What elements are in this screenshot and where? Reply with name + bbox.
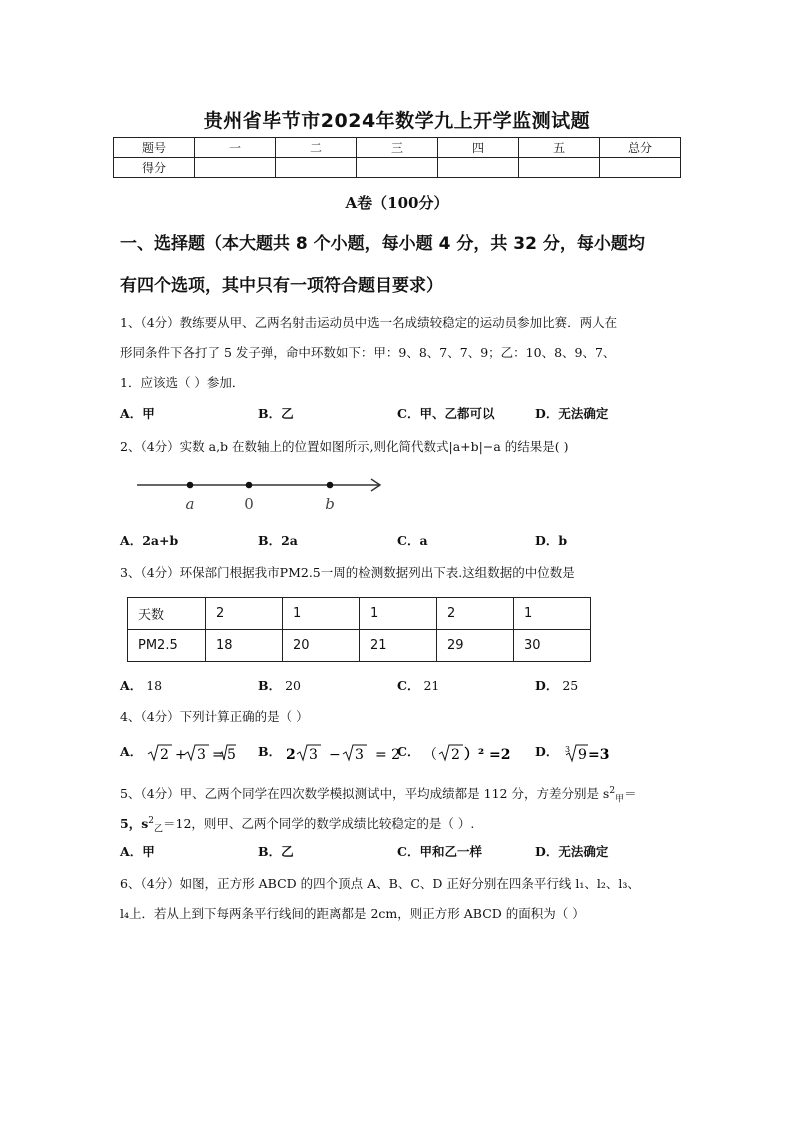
- pm25-cell: 1: [360, 598, 437, 630]
- label-b: b: [325, 495, 335, 513]
- q2-text: 2、（4分）实数 a,b 在数轴上的位置如图所示,则化简代数式|a+b|−a 的结果是( ): [120, 439, 569, 454]
- q2-option-a: A．2a+b: [120, 533, 179, 548]
- q4-d-radicand: 9: [578, 746, 588, 763]
- q4-b-radicand-2: 3: [355, 746, 364, 763]
- pm25-table: [127, 597, 591, 662]
- q5-option-c: C．甲和乙一样: [397, 844, 482, 859]
- pm25-cell: 2: [206, 598, 283, 630]
- q4-a-radicand-1: 2: [160, 746, 170, 763]
- q2-option-d: D．b: [535, 533, 568, 548]
- score-header-cell: 一: [195, 138, 276, 158]
- score-cell: [600, 158, 681, 178]
- q3-option-a-value: 18: [146, 678, 163, 693]
- q4-b-minus: −: [329, 746, 341, 763]
- pm25-cell: 20: [283, 630, 360, 662]
- q4-option-a: [120, 742, 236, 763]
- q4-a-equals: =: [212, 746, 224, 763]
- q1-line1: 1、（4分）教练要从甲、乙两名射击运动员中选一名成绩较稳定的运动员参加比赛．两人在: [120, 315, 618, 330]
- q4-option-c-expr: [423, 743, 523, 763]
- q3-option-c: [397, 676, 439, 696]
- q5-sub2: 乙: [153, 824, 163, 835]
- q1-option-d: D．无法确定: [535, 406, 609, 421]
- q4-a-radicand-3: 5: [227, 746, 237, 763]
- q3-option-d-label: D．: [535, 678, 559, 693]
- score-cell: [276, 158, 357, 178]
- q3-option-d: [535, 676, 578, 696]
- q4-option-c: [397, 742, 523, 763]
- point-0-dot: [246, 482, 253, 489]
- pm25-cell: 29: [437, 630, 514, 662]
- point-b-dot: [327, 482, 334, 489]
- score-table-score-row: [114, 158, 681, 178]
- number-line-figure: [135, 474, 385, 516]
- pm25-values-row: [128, 630, 591, 662]
- q4-option-d: [535, 742, 632, 763]
- q4-option-a-expr: [146, 743, 236, 763]
- point-a-dot: [187, 482, 194, 489]
- q4-option-d-expr: [562, 743, 632, 763]
- section-a-heading: A卷（100分）: [345, 194, 449, 212]
- q5-line2: [120, 811, 690, 840]
- q4-c-open: （: [423, 746, 438, 763]
- q6-line2: l₄上．若从上到下每两条平行线间的距离都是 2cm，则正方形 ABCD 的面积为（ ）: [120, 906, 585, 921]
- score-cell: [519, 158, 600, 178]
- part1-heading-line2: 有四个选项，其中只有一项符合题目要求）: [120, 276, 443, 296]
- pm25-cell: 1: [514, 598, 591, 630]
- q4-b-coeff: 2: [286, 746, 296, 763]
- pm25-cell: 天数: [128, 598, 206, 630]
- score-table: [113, 137, 681, 178]
- q4-option-b: [258, 742, 420, 763]
- q3-option-d-value: 25: [562, 678, 579, 693]
- pm25-cell: PM2.5: [128, 630, 206, 662]
- q1-option-c: C．甲、乙都可以: [397, 406, 495, 421]
- pm25-cell: 1: [283, 598, 360, 630]
- q4-a-plus: +: [175, 746, 187, 763]
- score-header-cell: 题号: [114, 138, 195, 158]
- pm25-days-row: [128, 598, 591, 630]
- q4-b-radicand-1: 3: [309, 746, 318, 763]
- q6-line1: 6、（4分）如图，正方形 ABCD 的四个顶点 A、B、C、D 正好分别在四条平行线 l₁、l₂、l₃、: [120, 876, 640, 891]
- q3-option-a: [120, 676, 162, 696]
- q2-option-c: C．a: [397, 533, 428, 548]
- q1-option-a: A．甲: [120, 406, 155, 421]
- q5-line2-end: ＝12，则甲、乙两个同学的数学成绩比较稳定的是（ ）.: [163, 816, 475, 832]
- q3-option-c-label: C．: [397, 678, 420, 693]
- q4-option-a-label: A．: [120, 744, 143, 759]
- q5-sup2: 2: [148, 816, 154, 826]
- part1-heading-line1: 一、选择题（本大题共 8 个小题，每小题 4 分，共 32 分，每小题均: [120, 234, 645, 254]
- q3-option-c-value: 21: [423, 678, 440, 693]
- q4-b-result: = 2: [375, 746, 401, 763]
- pm25-cell: 2: [437, 598, 514, 630]
- pm25-cell: 18: [206, 630, 283, 662]
- q3-option-b-label: B．: [258, 678, 282, 693]
- q1-line2: 形同条件下各打了 5 发子弹，命中环数如下：甲：9、8、7、7、9；乙：10、8、9、7、: [120, 345, 616, 360]
- label-zero: 0: [244, 495, 254, 513]
- score-cell: [195, 158, 276, 178]
- q3-option-b-value: 20: [285, 678, 301, 693]
- score-header-cell: 四: [438, 138, 519, 158]
- score-header-cell: 三: [357, 138, 438, 158]
- label-a: a: [185, 495, 195, 513]
- q5-line1-text: 5、（4分）甲、乙两个同学在四次数学模拟测试中，平均成绩都是 112 分，方差分别是 s: [120, 786, 610, 802]
- q5-line2-start: 5，s: [120, 816, 149, 832]
- score-row-label: 得分: [114, 158, 195, 178]
- pm25-cell: 21: [360, 630, 437, 662]
- q5-option-a: A．甲: [120, 844, 155, 859]
- page-title: 贵州省毕节市2024年数学九上开学监测试题: [203, 110, 591, 132]
- q4-text: 4、（4分）下列计算正确的是（ ）: [120, 709, 309, 724]
- pm25-cell: 30: [514, 630, 591, 662]
- q4-a-radicand-2: 3: [197, 746, 207, 763]
- q1-line3: 1．应该选（ ）参加．: [120, 375, 245, 390]
- q5-option-d: D．无法确定: [535, 844, 609, 859]
- q3-text: 3、（4分）环保部门根据我市PM2.5一周的检测数据列出下表.这组数据的中位数是: [120, 565, 575, 580]
- score-header-cell: 五: [519, 138, 600, 158]
- score-cell: [438, 158, 519, 178]
- q3-option-b: [258, 676, 301, 696]
- q1-option-b: B．乙: [258, 406, 294, 421]
- score-header-cell: 二: [276, 138, 357, 158]
- q5-sub1: 甲: [615, 794, 625, 805]
- q4-c-radicand: 2: [451, 746, 461, 763]
- q4-option-c-label: C．: [397, 744, 420, 759]
- score-header-cell: 总分: [600, 138, 681, 158]
- q4-c-rest: ）² =2: [464, 746, 511, 763]
- score-table-header-row: [114, 138, 681, 158]
- q3-option-a-label: A．: [120, 678, 143, 693]
- q4-option-b-label: B．: [258, 744, 282, 759]
- q5-line1: [120, 781, 690, 810]
- q2-option-b: B．2a: [258, 533, 298, 548]
- q5-sup1: 2: [609, 786, 616, 796]
- score-cell: [357, 158, 438, 178]
- q5-option-b: B．乙: [258, 844, 294, 859]
- q4-option-d-label: D．: [535, 744, 559, 759]
- q4-d-index: 3: [565, 744, 571, 754]
- q4-d-result: =3: [588, 746, 610, 763]
- q5-eq1: ＝: [624, 786, 637, 802]
